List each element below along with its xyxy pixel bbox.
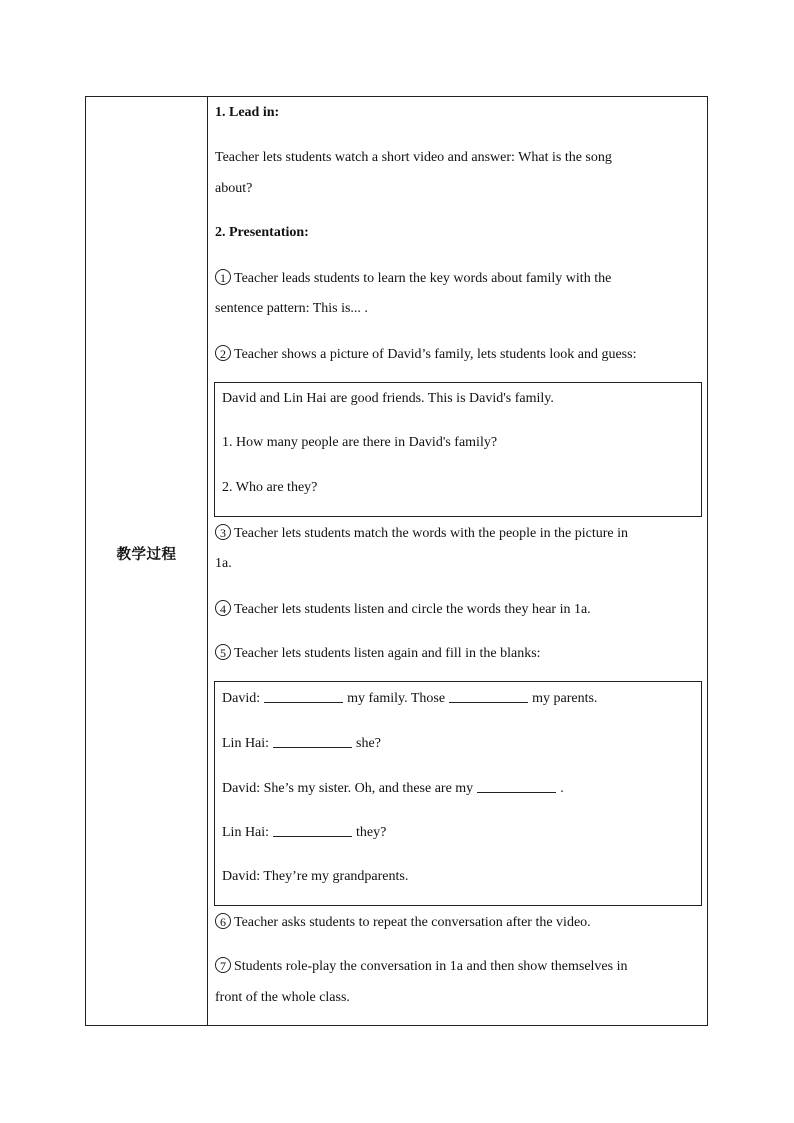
dialogue-line-1: David: my family. Those my parents.: [222, 691, 598, 706]
presentation-heading: 2. Presentation:: [215, 225, 309, 240]
fill-blank: [273, 823, 352, 837]
step-4: 4 Teacher lets students listen and circle the words they hear in 1a.: [215, 600, 591, 619]
guess-line-2: 1. How many people are there in David's family?: [222, 435, 498, 450]
step-1-line-2: sentence pattern: This is... .: [215, 301, 368, 316]
lead-in-line-2: about?: [215, 181, 253, 196]
lead-in-line-1: Teacher lets students watch a short video and answer: What is the song: [215, 150, 612, 165]
dialogue-line-4: Lin Hai: they?: [222, 825, 387, 840]
fill-blank: [273, 734, 352, 748]
column-divider: [207, 97, 208, 1025]
fill-blank: [264, 689, 343, 703]
step-7: 7 Students role-play the conversation in 1a and then show themselves in: [215, 957, 627, 976]
lead-in-heading: 1. Lead in:: [215, 105, 280, 120]
step-number-badge: 6: [215, 913, 231, 929]
step-2: 2 Teacher shows a picture of David’s family, lets students look and guess:: [215, 345, 636, 364]
step-number-badge: 4: [215, 600, 231, 616]
left-column-label: 教学过程: [116, 547, 177, 563]
dialogue-line-2: Lin Hai: she?: [222, 736, 381, 751]
step-number-badge: 5: [215, 644, 231, 660]
step-number-badge: 1: [215, 269, 231, 285]
step-number-badge: 3: [215, 524, 231, 540]
step-7-line-2: front of the whole class.: [215, 990, 350, 1005]
fill-blank: [449, 689, 528, 703]
dialogue-line-5: David: They’re my grandparents.: [222, 869, 409, 884]
step-5: 5 Teacher lets students listen again and fill in the blanks:: [215, 644, 541, 663]
step-3: 3 Teacher lets students match the words with the people in the picture in: [215, 524, 628, 543]
step-6: 6 Teacher asks students to repeat the conversation after the video.: [215, 913, 591, 932]
step-3-line-2: 1a.: [215, 556, 232, 571]
fill-blank: [477, 779, 556, 793]
guess-line-3: 2. Who are they?: [222, 480, 318, 495]
step-number-badge: 2: [215, 345, 231, 361]
step-number-badge: 7: [215, 957, 231, 973]
guess-line-1: David and Lin Hai are good friends. This is David's family.: [222, 391, 554, 406]
dialogue-line-3: David: She’s my sister. Oh, and these are my .: [222, 781, 564, 796]
step-1: 1 Teacher leads students to learn the key words about family with the: [215, 269, 611, 288]
